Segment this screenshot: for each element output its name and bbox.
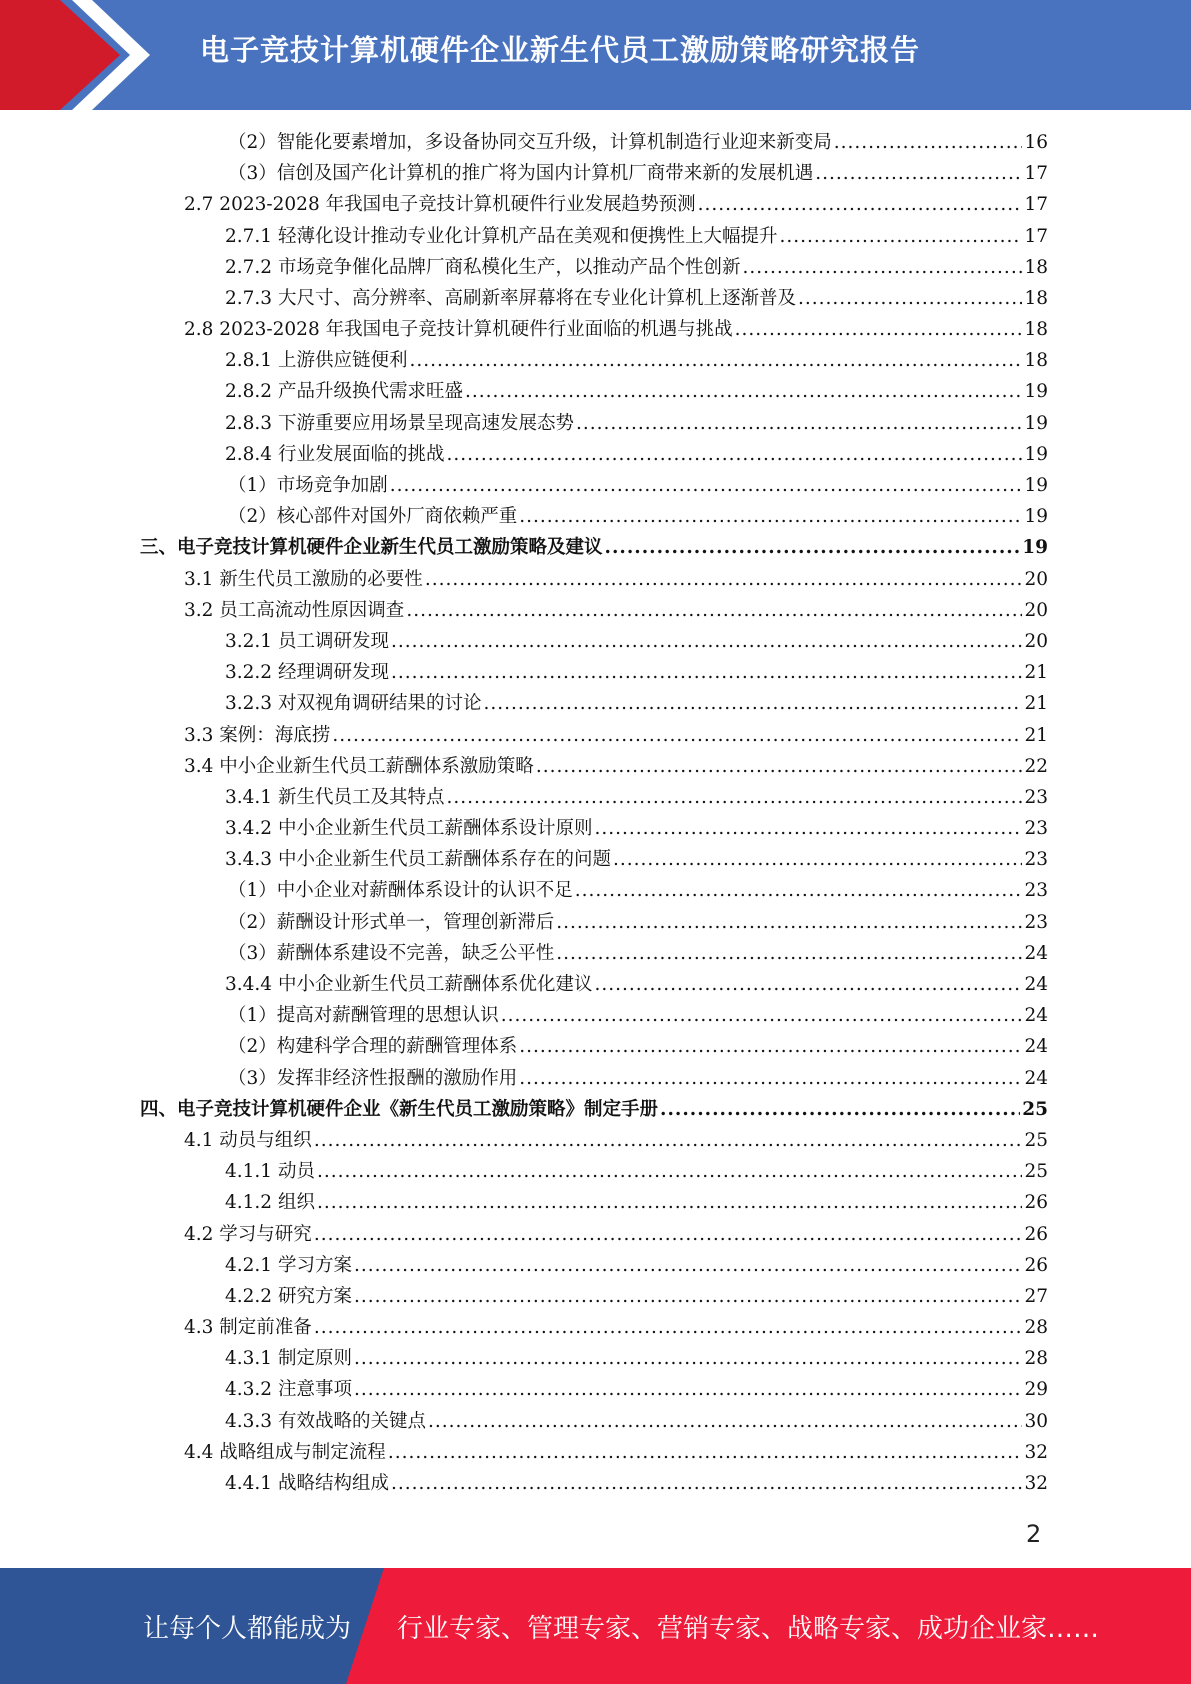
toc-entry[interactable] — [140, 158, 1048, 189]
toc-entry-label: 3.2.2 经理调研发现 — [225, 662, 389, 684]
toc-dot-leader — [388, 1437, 1023, 1468]
toc-entry[interactable] — [140, 1094, 1048, 1125]
toc-entry-page: 30 — [1024, 1410, 1048, 1432]
toc-entry[interactable] — [140, 1000, 1048, 1031]
toc-dot-leader — [425, 564, 1023, 595]
toc-entry-label: 4.2.2 研究方案 — [225, 1285, 352, 1307]
toc-entry-page: 20 — [1024, 599, 1048, 621]
toc-dot-leader — [354, 1281, 1023, 1312]
toc-dot-leader — [815, 158, 1022, 189]
toc-entry-page: 19 — [1024, 381, 1048, 403]
toc-entry-label: 3.4.1 新生代员工及其特点 — [225, 786, 445, 808]
toc-entry-page: 19 — [1024, 506, 1048, 528]
toc-entry-label: 3.3 案例：海底捞 — [184, 724, 331, 746]
toc-dot-leader — [735, 314, 1023, 345]
header-band — [0, 0, 1191, 110]
toc-dot-leader — [428, 1406, 1022, 1437]
toc-dot-leader — [446, 439, 1022, 470]
toc-entry-label: 4.2 学习与研究 — [184, 1223, 312, 1245]
toc-entry[interactable] — [140, 1375, 1048, 1406]
toc-dot-leader — [317, 1187, 1023, 1218]
toc-entry[interactable] — [140, 1125, 1048, 1156]
toc-entry-label: （3）信创及国产化计算机的推广将为国内计算机厂商带来新的发展机遇 — [228, 163, 814, 185]
toc-entry[interactable] — [140, 1312, 1048, 1343]
toc-entry[interactable] — [140, 1281, 1048, 1312]
toc-entry-label: （1）提高对薪酬管理的思想认识 — [228, 1005, 499, 1027]
toc-dot-leader — [354, 1343, 1023, 1374]
toc-entry[interactable] — [140, 1063, 1048, 1094]
toc-entry-label: 2.8.3 下游重要应用场景呈现高速发展态势 — [225, 412, 574, 434]
toc-dot-leader — [594, 969, 1022, 1000]
toc-dot-leader — [698, 189, 1023, 220]
toc-entry[interactable] — [140, 1187, 1048, 1218]
toc-entry-label: 2.7 2023-2028 年我国电子竞技计算机硬件行业发展趋势预测 — [184, 194, 696, 216]
toc-entry-page: 24 — [1024, 1005, 1048, 1027]
toc-entry[interactable] — [140, 688, 1048, 719]
toc-dot-leader — [834, 127, 1023, 158]
toc-entry-label: 4.3.3 有效战略的关键点 — [225, 1410, 426, 1432]
toc-dot-leader — [575, 876, 1023, 907]
toc-entry-page: 23 — [1024, 786, 1048, 808]
toc-entry-label: 2.8 2023-2028 年我国电子竞技计算机硬件行业面临的机遇与挑战 — [184, 319, 733, 341]
toc-dot-leader — [314, 1219, 1023, 1250]
toc-entry-page: 21 — [1024, 724, 1048, 746]
toc-entry[interactable] — [140, 470, 1048, 501]
toc-entry-label: 3.2.1 员工调研发现 — [225, 630, 389, 652]
toc-dot-leader — [391, 657, 1022, 688]
toc-entry-label: 3.4 中小企业新生代员工薪酬体系激励策略 — [184, 755, 534, 777]
toc-entry-label: 4.4.1 战略结构组成 — [225, 1473, 389, 1495]
toc-entry-label: 2.8.2 产品升级换代需求旺盛 — [225, 381, 463, 403]
toc-entry[interactable] — [140, 1343, 1048, 1374]
toc-dot-leader — [519, 501, 1022, 532]
footer-band — [0, 1568, 1191, 1684]
toc-entry-page: 18 — [1024, 287, 1048, 309]
toc-entry-label: 2.8.1 上游供应链便利 — [225, 350, 408, 372]
toc-entry-page: 20 — [1024, 568, 1048, 590]
toc-entry-page: 18 — [1024, 256, 1048, 278]
toc-entry[interactable] — [140, 595, 1048, 626]
toc-entry[interactable] — [140, 876, 1048, 907]
toc-dot-leader — [556, 907, 1022, 938]
toc-entry-page: 29 — [1024, 1379, 1048, 1401]
toc-entry[interactable] — [140, 252, 1048, 283]
toc-dot-leader — [391, 626, 1022, 657]
toc-dot-leader — [519, 1031, 1022, 1062]
toc-entry[interactable] — [140, 938, 1048, 969]
toc-entry[interactable] — [140, 408, 1048, 439]
table-of-contents — [140, 127, 1048, 1499]
toc-entry-page: 25 — [1022, 1098, 1048, 1120]
toc-entry-page: 23 — [1024, 849, 1048, 871]
toc-entry-page: 23 — [1024, 911, 1048, 933]
toc-dot-leader — [446, 782, 1022, 813]
toc-dot-leader — [465, 377, 1022, 408]
toc-entry-label: 4.3.2 注意事项 — [225, 1379, 352, 1401]
toc-entry[interactable] — [140, 1406, 1048, 1437]
toc-entry-label: （2）构建科学合理的薪酬管理体系 — [228, 1036, 518, 1058]
toc-entry-label: 2.7.3 大尺寸、高分辨率、高刷新率屏幕将在专业化计算机上逐渐普及 — [225, 287, 796, 309]
toc-entry-label: 4.4 战略组成与制定流程 — [184, 1441, 386, 1463]
toc-entry[interactable] — [140, 314, 1048, 345]
toc-entry-page: 25 — [1024, 1161, 1048, 1183]
toc-entry[interactable] — [140, 1437, 1048, 1468]
toc-entry-label: （1）市场竞争加剧 — [228, 475, 388, 497]
toc-entry[interactable] — [140, 345, 1048, 376]
page-number: 2 — [1026, 1520, 1042, 1548]
toc-entry-page: 20 — [1024, 630, 1048, 652]
toc-dot-leader — [519, 1063, 1022, 1094]
toc-entry-page: 19 — [1022, 537, 1048, 559]
toc-entry-label: 4.3 制定前准备 — [184, 1317, 312, 1339]
toc-entry-page: 26 — [1024, 1192, 1048, 1214]
toc-entry-page: 24 — [1024, 974, 1048, 996]
toc-dot-leader — [779, 221, 1022, 252]
toc-dot-leader — [332, 720, 1022, 751]
toc-entry-label: （3）薪酬体系建设不完善，缺乏公平性 — [228, 942, 555, 964]
toc-entry-page: 16 — [1024, 131, 1048, 153]
toc-entry-label: 3.4.3 中小企业新生代员工薪酬体系存在的问题 — [225, 849, 611, 871]
toc-entry-page: 28 — [1024, 1317, 1048, 1339]
toc-entry-label: 4.1.2 组织 — [225, 1192, 315, 1214]
toc-entry-page: 19 — [1024, 443, 1048, 465]
toc-entry[interactable] — [140, 1219, 1048, 1250]
toc-entry-label: 2.8.4 行业发展面临的挑战 — [225, 443, 445, 465]
toc-entry-label: 3.4.4 中小企业新生代员工薪酬体系优化建议 — [225, 974, 593, 996]
toc-dot-leader — [576, 408, 1022, 439]
toc-entry[interactable] — [140, 907, 1048, 938]
toc-dot-leader — [605, 532, 1021, 563]
toc-entry[interactable] — [140, 844, 1048, 875]
toc-entry-label: 4.1.1 动员 — [225, 1161, 315, 1183]
report-title: 电子竞技计算机硬件企业新生代员工激励策略研究报告 — [200, 33, 921, 67]
toc-dot-leader — [390, 470, 1023, 501]
toc-entry-label: 3.1 新生代员工激励的必要性 — [184, 568, 423, 590]
toc-entry-page: 24 — [1024, 942, 1048, 964]
toc-dot-leader — [501, 1000, 1023, 1031]
toc-entry[interactable] — [140, 1250, 1048, 1281]
toc-dot-leader — [314, 1312, 1023, 1343]
toc-entry-page: 26 — [1024, 1223, 1048, 1245]
toc-dot-leader — [798, 283, 1022, 314]
toc-entry[interactable] — [140, 1468, 1048, 1499]
toc-entry-label: 4.3.1 制定原则 — [225, 1348, 352, 1370]
toc-dot-leader — [660, 1094, 1020, 1125]
toc-entry-page: 21 — [1024, 662, 1048, 684]
toc-entry-page: 28 — [1024, 1348, 1048, 1370]
toc-entry-label: 四、电子竞技计算机硬件企业《新生代员工激励策略》制定手册 — [140, 1098, 659, 1120]
toc-dot-leader — [317, 1156, 1023, 1187]
toc-entry-page: 24 — [1024, 1067, 1048, 1089]
toc-entry[interactable] — [140, 657, 1048, 688]
toc-entry-page: 17 — [1024, 163, 1048, 185]
toc-dot-leader — [742, 252, 1022, 283]
toc-dot-leader — [409, 345, 1022, 376]
toc-entry-page: 24 — [1024, 1036, 1048, 1058]
toc-entry[interactable] — [140, 127, 1048, 158]
toc-entry-label: 3.2 员工高流动性原因调查 — [184, 599, 405, 621]
toc-entry[interactable] — [140, 813, 1048, 844]
toc-entry-page: 19 — [1024, 475, 1048, 497]
toc-dot-leader — [613, 844, 1022, 875]
header-chevron-icon — [0, 0, 160, 110]
toc-entry-label: 2.7.2 市场竞争催化品牌厂商私模化生产，以推动产品个性创新 — [225, 256, 741, 278]
toc-entry[interactable] — [140, 532, 1048, 563]
toc-dot-leader — [391, 1468, 1022, 1499]
toc-entry-page: 26 — [1024, 1254, 1048, 1276]
toc-entry-page: 22 — [1024, 755, 1048, 777]
toc-entry-page: 18 — [1024, 319, 1048, 341]
toc-entry[interactable] — [140, 1156, 1048, 1187]
toc-entry-page: 25 — [1024, 1129, 1048, 1151]
toc-entry-label: 4.1 动员与组织 — [184, 1129, 312, 1151]
footer-slogan-right: 行业专家、管理专家、营销专家、战略专家、成功企业家…… — [397, 1614, 1100, 1644]
toc-entry-page: 18 — [1024, 350, 1048, 372]
toc-entry[interactable] — [140, 626, 1048, 657]
toc-entry-label: 3.4.2 中小企业新生代员工薪酬体系设计原则 — [225, 818, 593, 840]
toc-dot-leader — [354, 1375, 1023, 1406]
toc-entry-page: 23 — [1024, 880, 1048, 902]
footer-slogan-left: 让每个人都能成为 — [143, 1614, 352, 1644]
toc-entry[interactable] — [140, 189, 1048, 220]
toc-entry[interactable] — [140, 283, 1048, 314]
toc-dot-leader — [594, 813, 1022, 844]
toc-entry-page: 32 — [1024, 1473, 1048, 1495]
toc-entry-page: 21 — [1024, 693, 1048, 715]
toc-entry[interactable] — [140, 1031, 1048, 1062]
toc-entry[interactable] — [140, 439, 1048, 470]
toc-dot-leader — [406, 595, 1022, 626]
toc-entry-page: 17 — [1024, 225, 1048, 247]
toc-entry[interactable] — [140, 221, 1048, 252]
toc-dot-leader — [483, 688, 1022, 719]
toc-entry[interactable] — [140, 501, 1048, 532]
toc-entry-label: （3）发挥非经济性报酬的激励作用 — [228, 1067, 518, 1089]
toc-entry-page: 27 — [1024, 1285, 1048, 1307]
toc-entry-label: 4.2.1 学习方案 — [225, 1254, 352, 1276]
toc-entry[interactable] — [140, 969, 1048, 1000]
toc-entry-page: 23 — [1024, 818, 1048, 840]
toc-entry-page: 32 — [1024, 1441, 1048, 1463]
toc-entry[interactable] — [140, 782, 1048, 813]
toc-dot-leader — [354, 1250, 1023, 1281]
toc-entry-label: （2）智能化要素增加，多设备协同交互升级，计算机制造行业迎来新变局 — [228, 131, 832, 153]
toc-entry-page: 17 — [1024, 194, 1048, 216]
toc-entry-page: 19 — [1024, 412, 1048, 434]
toc-entry-label: （2）薪酬设计形式单一，管理创新滞后 — [228, 911, 555, 933]
toc-entry[interactable] — [140, 720, 1048, 751]
toc-dot-leader — [314, 1125, 1023, 1156]
toc-entry-label: 三、电子竞技计算机硬件企业新生代员工激励策略及建议 — [140, 537, 603, 559]
toc-entry[interactable] — [140, 564, 1048, 595]
toc-dot-leader — [536, 751, 1023, 782]
toc-entry-label: （1）中小企业对薪酬体系设计的认识不足 — [228, 880, 573, 902]
toc-entry-label: 3.2.3 对双视角调研结果的讨论 — [225, 693, 482, 715]
toc-entry[interactable] — [140, 751, 1048, 782]
toc-entry-label: 2.7.1 轻薄化设计推动专业化计算机产品在美观和便携性上大幅提升 — [225, 225, 778, 247]
toc-dot-leader — [556, 938, 1022, 969]
toc-entry-label: （2）核心部件对国外厂商依赖严重 — [228, 506, 518, 528]
toc-entry[interactable] — [140, 377, 1048, 408]
